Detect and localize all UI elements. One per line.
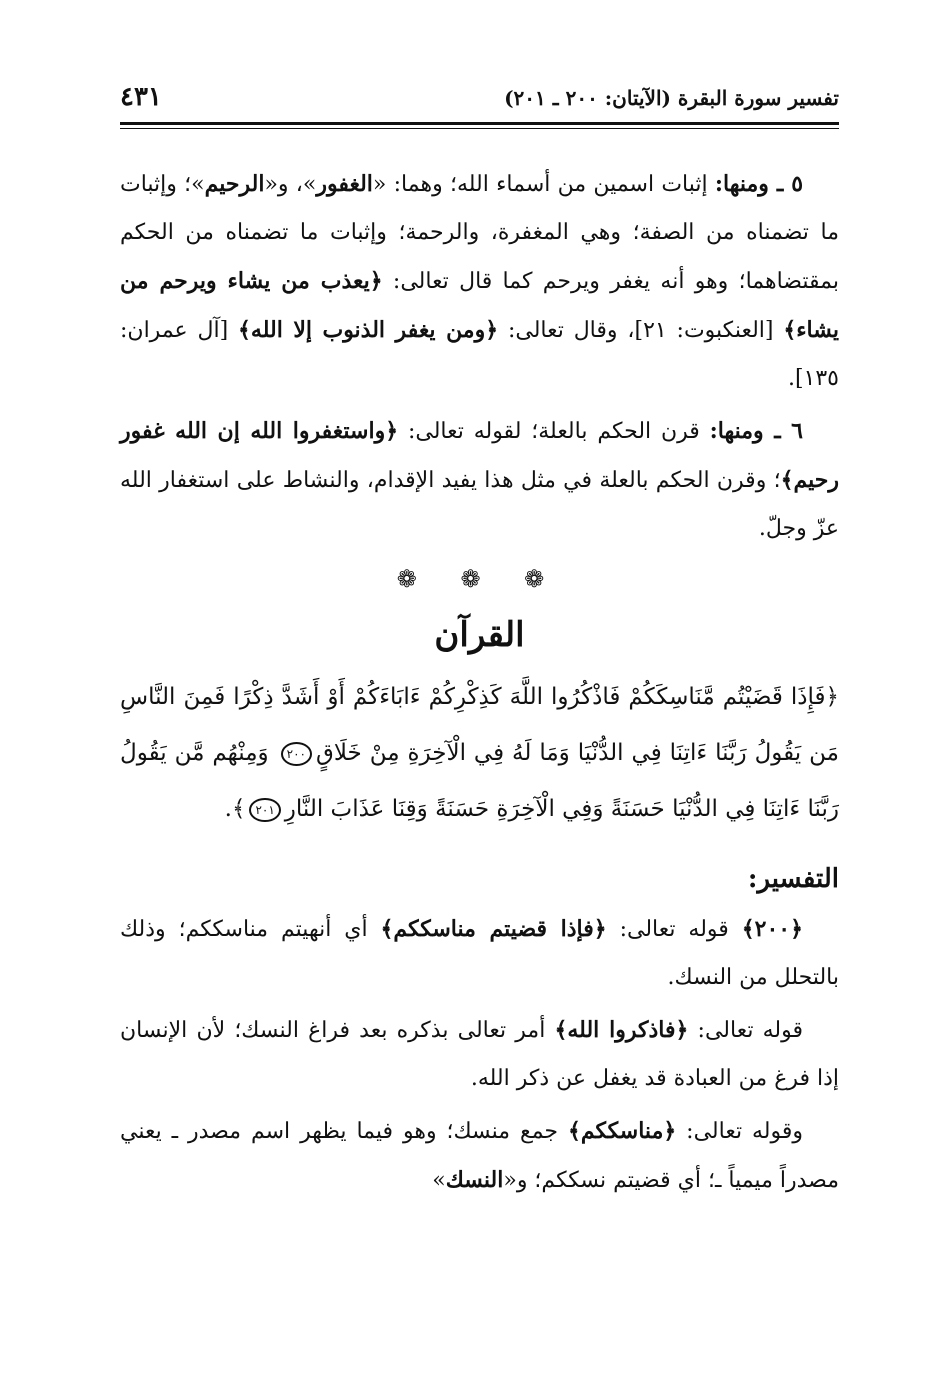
verse-number: ﴿٢٠٠﴾ xyxy=(741,916,803,942)
text: »، و« xyxy=(264,172,317,197)
section-separator: ❁ ❁ ❁ xyxy=(396,565,563,593)
text: إثبات اسمين من أسماء الله؛ وهما: « xyxy=(372,172,715,197)
text: قرن الحكم بالعلة؛ لقوله تعالى: xyxy=(398,419,710,444)
text: » xyxy=(432,1168,446,1193)
quran-quote: ﴿يعذب من يشاء ويرحم من يشاء﴾ xyxy=(120,268,839,343)
quran-quote: ﴿فإذا قضيتم مناسككم﴾ xyxy=(380,916,607,942)
quran-verse xyxy=(120,669,839,837)
page-number: ٤٣١ xyxy=(120,82,162,112)
quran-quote: ﴿مناسككم﴾ xyxy=(567,1118,677,1144)
page-header xyxy=(120,82,839,120)
tafsir-paragraph-2 xyxy=(120,1006,839,1103)
text: وقوله تعالى: xyxy=(676,1119,804,1144)
text: ؛ وقرن الحكم بالعلة في مثل هذا يفيد الإقدام، والنشاط على استغفار الله عزّ وجلّ. xyxy=(120,468,839,541)
tafsir-paragraph-3 xyxy=(120,1107,839,1205)
quran-quote: ﴿واستغفروا الله إن الله غفور رحيم﴾ xyxy=(120,418,839,493)
bold-term: الرحيم xyxy=(204,171,265,197)
para-lead: ٦ ـ ومنها: xyxy=(709,418,803,444)
text: [آل عمران: ١٣٥]. xyxy=(120,318,839,391)
page-content xyxy=(120,160,839,1209)
quran-quote: ﴿ومن يغفر الذنوب إلا الله﴾ xyxy=(238,317,499,343)
section-heading-quran: القرآن xyxy=(434,615,525,655)
text: أمر تعالى بذكره بعد فراغ النسك؛ لأن الإنسان إذا فرغ من العبادة قد يغفل عن ذكر الله. xyxy=(120,1018,839,1091)
running-title: تفسير سورة البقرة (الآيتان: ٢٠٠ ـ ٢٠١) xyxy=(504,86,839,110)
quran-quote: ﴿فاذكروا الله﴾ xyxy=(554,1017,689,1043)
text: قوله تعالى: xyxy=(606,917,742,942)
verse-text: ﴿فَإِذَا قَضَيْتُم مَّنَاسِكَكُمْ فَاذْكُرُوا اللَّهَ كَذِكْرِكُمْ ءَابَاءَكُمْ أَوْ أَشَدَّ ذِكْرًا فَمِنَ النَّاسِ مَن يَقُولُ رَبَّنَا ءَاتِنَا فِي الدُّنْيَا وَمَا لَهُ فِي الْآخِرَةِ مِنْ خَلَاقٍ xyxy=(120,684,839,766)
para-lead: ٥ ـ ومنها: xyxy=(714,171,804,197)
paragraph-6 xyxy=(120,407,839,553)
paragraph-5 xyxy=(120,160,839,403)
text: جمع منسك؛ وهو فيما يظهر اسم مصدر ـ يعني مصدراً ميمياً ـ؛ أي قضيتم نسككم؛ و« xyxy=(120,1119,839,1193)
ayah-number-marker: ٢٠٠ xyxy=(281,742,312,766)
bold-term: النسك xyxy=(445,1167,504,1193)
text: [العنكبوت: ٢١]، وقال تعالى: xyxy=(498,318,784,343)
tafsir-heading: التفسير: xyxy=(747,864,839,894)
ayah-number-marker: ٢٠١ xyxy=(249,798,280,822)
bold-term: الغفور xyxy=(316,171,373,197)
tafsir-paragraph-1 xyxy=(120,905,839,1002)
text: قوله تعالى: xyxy=(688,1018,803,1043)
header-rule-thick xyxy=(120,122,839,125)
verse-end: ﴾. xyxy=(224,796,246,822)
text: »؛ وإثبات ما تضمناه من الصفة؛ وهي المغفرة، والرحمة؛ وإثبات ما تضمناه من الحكم بمقتضاهما؛ وهو أنه يغفر ويرحم كما قال تعالى: xyxy=(120,172,839,294)
text: أي أنهيتم مناسككم؛ وذلك بالتحلل من النسك. xyxy=(120,917,839,990)
header-rule-thin xyxy=(120,128,839,129)
verse-text: وَمِنْهُم مَّن يَقُولُ رَبَّنَا ءَاتِنَا فِي الدُّنْيَا حَسَنَةً وَفِي الْآخِرَةِ حَسَنَةً وَقِنَا عَذَابَ النَّارِ xyxy=(120,740,839,822)
